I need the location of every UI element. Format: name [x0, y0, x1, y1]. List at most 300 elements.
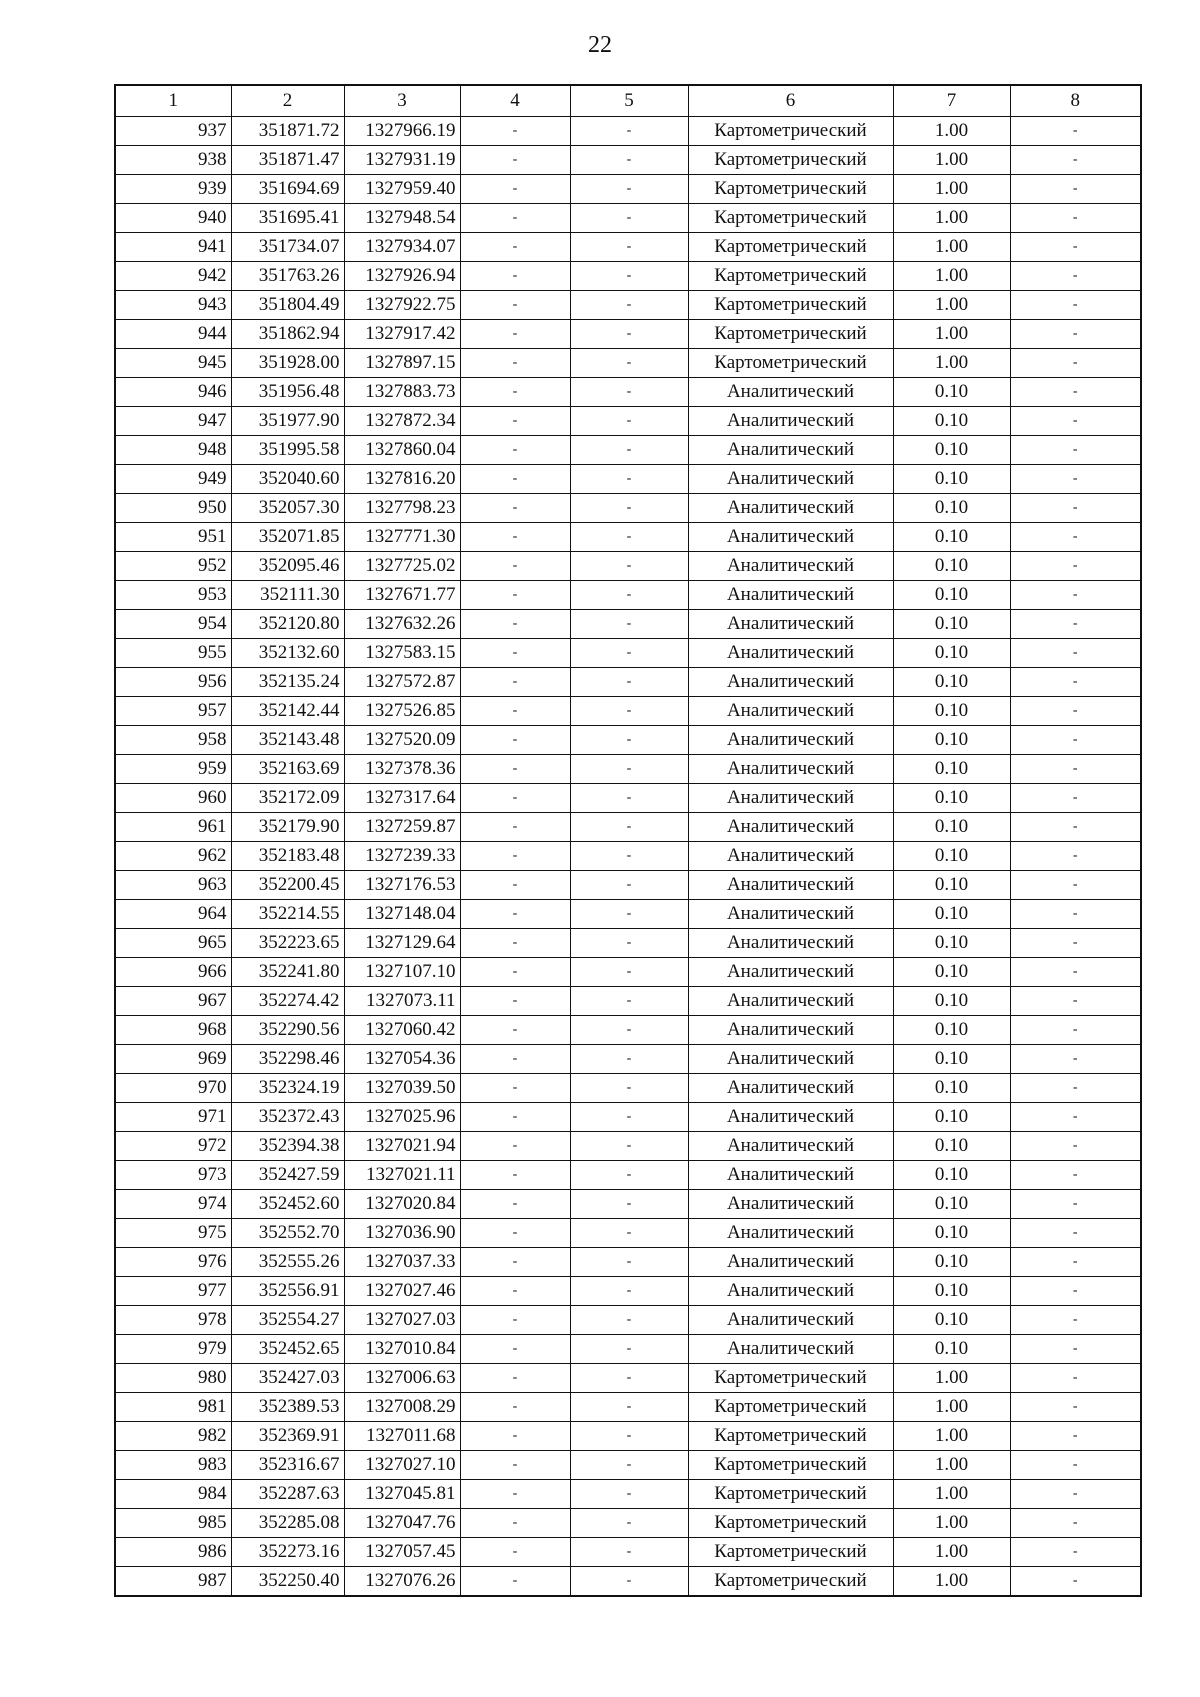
table-cell-col-6: Аналитический [688, 842, 893, 871]
table-cell-col-4: - [460, 1219, 570, 1248]
table-row [115, 987, 1141, 1016]
table-row [115, 668, 1141, 697]
table-cell-col-7: 0.10 [893, 639, 1010, 668]
table-cell-col-8: - [1010, 146, 1141, 175]
table-cell-col-4: - [460, 639, 570, 668]
table-cell-col-5: - [570, 175, 688, 204]
table-cell-col-8: - [1010, 1248, 1141, 1277]
table-cell-col-2: 352200.45 [231, 871, 344, 900]
table-cell-col-2: 352223.65 [231, 929, 344, 958]
table-cell-col-2: 352298.46 [231, 1045, 344, 1074]
table-cell-col-8: - [1010, 1219, 1141, 1248]
table-cell-col-7: 0.10 [893, 581, 1010, 610]
table-cell-col-5: - [570, 871, 688, 900]
table-cell-col-8: - [1010, 1422, 1141, 1451]
table-cell-col-3: 1327520.09 [344, 726, 460, 755]
table-cell-col-2: 351871.72 [231, 117, 344, 146]
table-cell-col-8: - [1010, 204, 1141, 233]
table-cell-col-7: 0.10 [893, 1132, 1010, 1161]
table-cell-col-4: - [460, 1016, 570, 1045]
table-cell-col-8: - [1010, 494, 1141, 523]
table-cell-col-1: 975 [115, 1219, 231, 1248]
table-cell-col-5: - [570, 204, 688, 233]
table-cell-col-8: - [1010, 407, 1141, 436]
table-row [115, 465, 1141, 494]
table-row [115, 117, 1141, 146]
table-cell-col-4: - [460, 813, 570, 842]
table-cell-col-6: Аналитический [688, 494, 893, 523]
table-cell-col-2: 352273.16 [231, 1538, 344, 1567]
table-cell-col-7: 1.00 [893, 1393, 1010, 1422]
table-cell-col-2: 351977.90 [231, 407, 344, 436]
table-cell-col-4: - [460, 494, 570, 523]
table-cell-col-3: 1327860.04 [344, 436, 460, 465]
table-cell-col-1: 963 [115, 871, 231, 900]
table-cell-col-6: Аналитический [688, 987, 893, 1016]
table-cell-col-2: 352552.70 [231, 1219, 344, 1248]
table-cell-col-3: 1327897.15 [344, 349, 460, 378]
table-row [115, 1074, 1141, 1103]
table-cell-col-3: 1327934.07 [344, 233, 460, 262]
table-cell-col-3: 1327966.19 [344, 117, 460, 146]
table-cell-col-4: - [460, 1538, 570, 1567]
table-cell-col-3: 1327076.26 [344, 1567, 460, 1597]
table-cell-col-2: 352071.85 [231, 523, 344, 552]
table-cell-col-6: Картометрический [688, 262, 893, 291]
table-row [115, 146, 1141, 175]
table-cell-col-4: - [460, 726, 570, 755]
table-cell-col-5: - [570, 1480, 688, 1509]
table-cell-col-3: 1327021.11 [344, 1161, 460, 1190]
table-cell-col-4: - [460, 523, 570, 552]
table-row [115, 1248, 1141, 1277]
table-cell-col-3: 1327931.19 [344, 146, 460, 175]
table-cell-col-8: - [1010, 1074, 1141, 1103]
table-cell-col-6: Аналитический [688, 552, 893, 581]
table-cell-col-7: 0.10 [893, 958, 1010, 987]
table-cell-col-8: - [1010, 117, 1141, 146]
table-cell-col-7: 1.00 [893, 1451, 1010, 1480]
table-cell-col-1: 983 [115, 1451, 231, 1480]
table-cell-col-5: - [570, 1132, 688, 1161]
table-cell-col-4: - [460, 842, 570, 871]
table-cell-col-4: - [460, 1306, 570, 1335]
table-cell-col-2: 352241.80 [231, 958, 344, 987]
table-cell-col-7: 0.10 [893, 378, 1010, 407]
table-cell-col-4: - [460, 1335, 570, 1364]
table-cell-col-6: Аналитический [688, 900, 893, 929]
table-cell-col-7: 0.10 [893, 1016, 1010, 1045]
table-cell-col-1: 962 [115, 842, 231, 871]
table-cell-col-3: 1327725.02 [344, 552, 460, 581]
table-cell-col-2: 352095.46 [231, 552, 344, 581]
table-cell-col-5: - [570, 1567, 688, 1597]
table-cell-col-7: 0.10 [893, 726, 1010, 755]
table-cell-col-3: 1327021.94 [344, 1132, 460, 1161]
table-cell-col-5: - [570, 1277, 688, 1306]
table-cell-col-7: 0.10 [893, 697, 1010, 726]
table-cell-col-7: 0.10 [893, 842, 1010, 871]
table-cell-col-5: - [570, 726, 688, 755]
table-cell-col-6: Картометрический [688, 204, 893, 233]
table-cell-col-1: 950 [115, 494, 231, 523]
table-cell-col-8: - [1010, 1306, 1141, 1335]
table-cell-col-6: Аналитический [688, 523, 893, 552]
table-cell-col-3: 1327959.40 [344, 175, 460, 204]
table-cell-col-7: 0.10 [893, 1190, 1010, 1219]
table-cell-col-5: - [570, 1074, 688, 1103]
table-cell-col-3: 1327025.96 [344, 1103, 460, 1132]
table-cell-col-4: - [460, 204, 570, 233]
table-cell-col-7: 0.10 [893, 1219, 1010, 1248]
table-cell-col-5: - [570, 407, 688, 436]
table-cell-col-7: 1.00 [893, 233, 1010, 262]
table-row [115, 784, 1141, 813]
table-row [115, 610, 1141, 639]
column-header-7: 7 [893, 85, 1010, 117]
table-cell-col-7: 0.10 [893, 813, 1010, 842]
table-cell-col-5: - [570, 668, 688, 697]
table-cell-col-6: Картометрический [688, 320, 893, 349]
table-cell-col-2: 352452.60 [231, 1190, 344, 1219]
table-cell-col-5: - [570, 813, 688, 842]
table-cell-col-7: 1.00 [893, 1422, 1010, 1451]
table-row [115, 958, 1141, 987]
table-cell-col-4: - [460, 1074, 570, 1103]
table-cell-col-6: Аналитический [688, 1045, 893, 1074]
table-cell-col-8: - [1010, 813, 1141, 842]
table-cell-col-1: 978 [115, 1306, 231, 1335]
table-cell-col-7: 0.10 [893, 755, 1010, 784]
table-row [115, 349, 1141, 378]
table-cell-col-6: Картометрический [688, 1567, 893, 1597]
table-cell-col-1: 949 [115, 465, 231, 494]
table-cell-col-4: - [460, 958, 570, 987]
table-cell-col-1: 942 [115, 262, 231, 291]
table-cell-col-4: - [460, 407, 570, 436]
table-row [115, 262, 1141, 291]
table-row [115, 378, 1141, 407]
table-cell-col-6: Аналитический [688, 929, 893, 958]
table-cell-col-8: - [1010, 233, 1141, 262]
table-cell-col-5: - [570, 1190, 688, 1219]
table-cell-col-4: - [460, 1480, 570, 1509]
table-cell-col-6: Аналитический [688, 668, 893, 697]
table-cell-col-2: 351862.94 [231, 320, 344, 349]
table-cell-col-2: 352143.48 [231, 726, 344, 755]
table-cell-col-3: 1327054.36 [344, 1045, 460, 1074]
table-cell-col-2: 351956.48 [231, 378, 344, 407]
table-cell-col-2: 352111.30 [231, 581, 344, 610]
table-cell-col-5: - [570, 1364, 688, 1393]
table-cell-col-5: - [570, 639, 688, 668]
table-cell-col-6: Аналитический [688, 1306, 893, 1335]
table-row [115, 1219, 1141, 1248]
table-cell-col-7: 1.00 [893, 1480, 1010, 1509]
table-cell-col-2: 352324.19 [231, 1074, 344, 1103]
table-row [115, 1277, 1141, 1306]
table-cell-col-3: 1327129.64 [344, 929, 460, 958]
table-cell-col-2: 352555.26 [231, 1248, 344, 1277]
table-cell-col-2: 352057.30 [231, 494, 344, 523]
table-cell-col-6: Картометрический [688, 1509, 893, 1538]
table-cell-col-7: 0.10 [893, 552, 1010, 581]
table-cell-col-1: 979 [115, 1335, 231, 1364]
table-cell-col-6: Аналитический [688, 1190, 893, 1219]
table-cell-col-7: 1.00 [893, 1567, 1010, 1597]
table-cell-col-5: - [570, 755, 688, 784]
table-cell-col-4: - [460, 755, 570, 784]
table-cell-col-8: - [1010, 523, 1141, 552]
table-cell-col-1: 961 [115, 813, 231, 842]
table-cell-col-5: - [570, 1451, 688, 1480]
table-cell-col-1: 966 [115, 958, 231, 987]
table-cell-col-8: - [1010, 639, 1141, 668]
table-row [115, 1509, 1141, 1538]
table-cell-col-7: 0.10 [893, 668, 1010, 697]
table-cell-col-3: 1327020.84 [344, 1190, 460, 1219]
table-cell-col-1: 946 [115, 378, 231, 407]
table-cell-col-1: 971 [115, 1103, 231, 1132]
table-cell-col-5: - [570, 1248, 688, 1277]
table-cell-col-1: 980 [115, 1364, 231, 1393]
table-cell-col-7: 0.10 [893, 465, 1010, 494]
table-cell-col-4: - [460, 697, 570, 726]
table-cell-col-3: 1327922.75 [344, 291, 460, 320]
table-row [115, 320, 1141, 349]
table-cell-col-1: 986 [115, 1538, 231, 1567]
table-cell-col-1: 959 [115, 755, 231, 784]
table-cell-col-4: - [460, 668, 570, 697]
table-header [115, 85, 1141, 117]
table-cell-col-4: - [460, 900, 570, 929]
table-cell-col-1: 940 [115, 204, 231, 233]
table-cell-col-4: - [460, 1277, 570, 1306]
table-cell-col-4: - [460, 436, 570, 465]
table-cell-col-8: - [1010, 1045, 1141, 1074]
table-cell-col-3: 1327317.64 [344, 784, 460, 813]
table-cell-col-5: - [570, 1103, 688, 1132]
table-row [115, 291, 1141, 320]
table-cell-col-2: 352554.27 [231, 1306, 344, 1335]
table-cell-col-4: - [460, 233, 570, 262]
table-cell-col-4: - [460, 1161, 570, 1190]
table-cell-col-4: - [460, 349, 570, 378]
table-cell-col-8: - [1010, 1132, 1141, 1161]
table-cell-col-8: - [1010, 987, 1141, 1016]
table-cell-col-6: Аналитический [688, 465, 893, 494]
table-cell-col-1: 941 [115, 233, 231, 262]
table-cell-col-6: Картометрический [688, 349, 893, 378]
table-cell-col-6: Аналитический [688, 871, 893, 900]
table-cell-col-5: - [570, 436, 688, 465]
table-cell-col-5: - [570, 1306, 688, 1335]
table-cell-col-1: 982 [115, 1422, 231, 1451]
table-cell-col-3: 1327239.33 [344, 842, 460, 871]
table-cell-col-5: - [570, 929, 688, 958]
table-cell-col-5: - [570, 1422, 688, 1451]
table-cell-col-8: - [1010, 1509, 1141, 1538]
table-cell-col-6: Аналитический [688, 407, 893, 436]
table-cell-col-2: 352179.90 [231, 813, 344, 842]
table-row [115, 1016, 1141, 1045]
table-cell-col-1: 947 [115, 407, 231, 436]
table-cell-col-1: 952 [115, 552, 231, 581]
table-row [115, 1335, 1141, 1364]
table-cell-col-6: Аналитический [688, 378, 893, 407]
table-cell-col-3: 1327526.85 [344, 697, 460, 726]
table-cell-col-5: - [570, 1219, 688, 1248]
table-row [115, 552, 1141, 581]
table-cell-col-6: Аналитический [688, 726, 893, 755]
table-cell-col-1: 974 [115, 1190, 231, 1219]
table-cell-col-6: Аналитический [688, 1219, 893, 1248]
table-cell-col-2: 351995.58 [231, 436, 344, 465]
table-cell-col-3: 1327259.87 [344, 813, 460, 842]
table-cell-col-2: 352250.40 [231, 1567, 344, 1597]
table-cell-col-4: - [460, 871, 570, 900]
table-cell-col-6: Картометрический [688, 1393, 893, 1422]
table-row [115, 436, 1141, 465]
table-row [115, 697, 1141, 726]
table-cell-col-7: 1.00 [893, 146, 1010, 175]
table-cell-col-5: - [570, 523, 688, 552]
table-cell-col-7: 0.10 [893, 871, 1010, 900]
table-cell-col-5: - [570, 378, 688, 407]
table-cell-col-7: 0.10 [893, 1161, 1010, 1190]
table-cell-col-7: 1.00 [893, 320, 1010, 349]
table-cell-col-4: - [460, 465, 570, 494]
table-row [115, 581, 1141, 610]
table-cell-col-8: - [1010, 842, 1141, 871]
table-cell-col-2: 352427.59 [231, 1161, 344, 1190]
table-body [115, 117, 1141, 1597]
table-cell-col-7: 0.10 [893, 610, 1010, 639]
table-cell-col-3: 1327008.29 [344, 1393, 460, 1422]
table-cell-col-6: Картометрический [688, 1364, 893, 1393]
table-cell-col-1: 944 [115, 320, 231, 349]
table-cell-col-5: - [570, 958, 688, 987]
table-cell-col-7: 0.10 [893, 1306, 1010, 1335]
table-cell-col-8: - [1010, 610, 1141, 639]
table-row [115, 813, 1141, 842]
table-cell-col-5: - [570, 465, 688, 494]
table-cell-col-2: 352290.56 [231, 1016, 344, 1045]
table-cell-col-8: - [1010, 175, 1141, 204]
table-cell-col-6: Аналитический [688, 1161, 893, 1190]
table-row [115, 1364, 1141, 1393]
table-row [115, 1480, 1141, 1509]
table-cell-col-8: - [1010, 755, 1141, 784]
coordinates-table-container [114, 84, 1142, 1597]
table-cell-col-8: - [1010, 436, 1141, 465]
table-cell-col-4: - [460, 1509, 570, 1538]
table-cell-col-1: 951 [115, 523, 231, 552]
table-cell-col-3: 1327045.81 [344, 1480, 460, 1509]
table-header-row [115, 85, 1141, 117]
table-cell-col-2: 352040.60 [231, 465, 344, 494]
table-cell-col-3: 1327039.50 [344, 1074, 460, 1103]
table-cell-col-3: 1327011.68 [344, 1422, 460, 1451]
table-cell-col-7: 1.00 [893, 1364, 1010, 1393]
table-cell-col-4: - [460, 610, 570, 639]
table-cell-col-5: - [570, 1045, 688, 1074]
table-cell-col-4: - [460, 320, 570, 349]
table-cell-col-7: 1.00 [893, 262, 1010, 291]
table-cell-col-2: 351734.07 [231, 233, 344, 262]
table-cell-col-7: 0.10 [893, 1277, 1010, 1306]
table-cell-col-3: 1327073.11 [344, 987, 460, 1016]
table-cell-col-1: 953 [115, 581, 231, 610]
page-number: 22 [588, 32, 612, 58]
table-cell-col-8: - [1010, 1480, 1141, 1509]
table-row [115, 204, 1141, 233]
table-cell-col-8: - [1010, 349, 1141, 378]
table-cell-col-8: - [1010, 581, 1141, 610]
table-cell-col-8: - [1010, 552, 1141, 581]
table-cell-col-2: 351694.69 [231, 175, 344, 204]
table-cell-col-5: - [570, 349, 688, 378]
table-cell-col-2: 352369.91 [231, 1422, 344, 1451]
table-cell-col-4: - [460, 1567, 570, 1597]
table-cell-col-2: 352172.09 [231, 784, 344, 813]
table-cell-col-6: Картометрический [688, 233, 893, 262]
table-cell-col-5: - [570, 784, 688, 813]
table-row [115, 1103, 1141, 1132]
table-cell-col-3: 1327176.53 [344, 871, 460, 900]
table-cell-col-2: 352285.08 [231, 1509, 344, 1538]
table-cell-col-7: 0.10 [893, 1103, 1010, 1132]
table-cell-col-6: Картометрический [688, 1422, 893, 1451]
table-cell-col-6: Картометрический [688, 117, 893, 146]
table-cell-col-8: - [1010, 320, 1141, 349]
table-cell-col-1: 987 [115, 1567, 231, 1597]
table-cell-col-6: Картометрический [688, 1451, 893, 1480]
table-row [115, 726, 1141, 755]
table-cell-col-6: Аналитический [688, 610, 893, 639]
table-cell-col-8: - [1010, 1451, 1141, 1480]
table-cell-col-1: 976 [115, 1248, 231, 1277]
table-cell-col-6: Аналитический [688, 1132, 893, 1161]
table-row [115, 1306, 1141, 1335]
table-cell-col-7: 0.10 [893, 987, 1010, 1016]
table-cell-col-1: 981 [115, 1393, 231, 1422]
table-cell-col-3: 1327572.87 [344, 668, 460, 697]
table-row [115, 639, 1141, 668]
table-cell-col-6: Аналитический [688, 639, 893, 668]
table-cell-col-4: - [460, 291, 570, 320]
table-row [115, 1161, 1141, 1190]
table-cell-col-6: Аналитический [688, 813, 893, 842]
table-cell-col-1: 957 [115, 697, 231, 726]
table-row [115, 929, 1141, 958]
table-cell-col-4: - [460, 1248, 570, 1277]
table-cell-col-6: Картометрический [688, 1538, 893, 1567]
table-cell-col-6: Аналитический [688, 581, 893, 610]
table-cell-col-8: - [1010, 726, 1141, 755]
table-cell-col-3: 1327037.33 [344, 1248, 460, 1277]
table-row [115, 1422, 1141, 1451]
table-cell-col-5: - [570, 233, 688, 262]
table-cell-col-6: Аналитический [688, 697, 893, 726]
table-cell-col-5: - [570, 1538, 688, 1567]
table-cell-col-2: 352389.53 [231, 1393, 344, 1422]
table-cell-col-3: 1327926.94 [344, 262, 460, 291]
table-cell-col-7: 1.00 [893, 117, 1010, 146]
table-cell-col-4: - [460, 784, 570, 813]
table-cell-col-7: 0.10 [893, 1045, 1010, 1074]
table-cell-col-4: - [460, 1132, 570, 1161]
